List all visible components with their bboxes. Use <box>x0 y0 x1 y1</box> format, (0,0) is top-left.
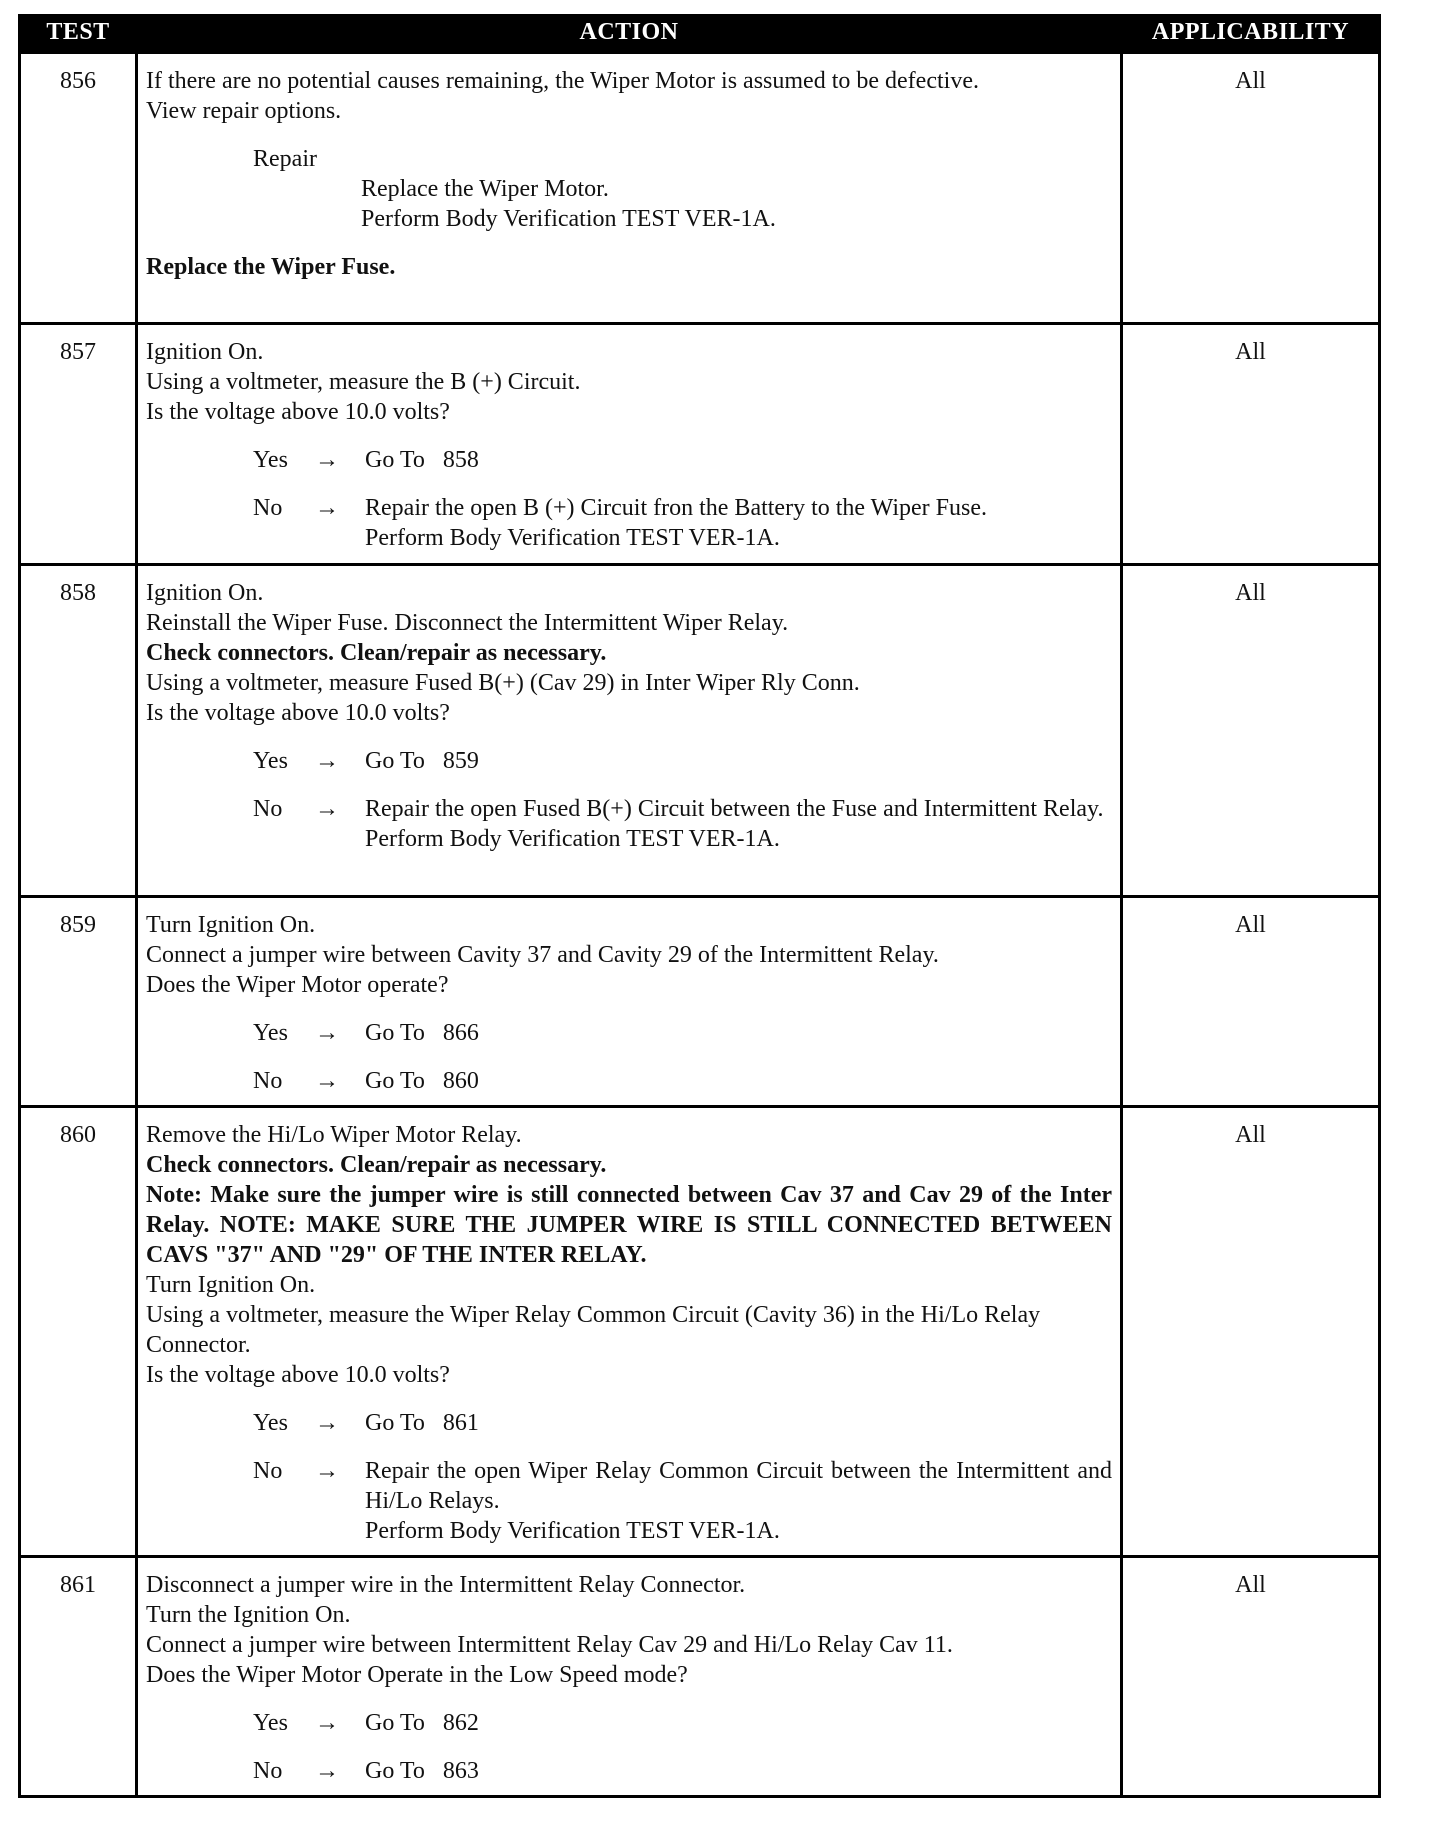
arrow-icon: → <box>315 447 339 473</box>
yes-option <box>146 746 1112 776</box>
action-text: Using a voltmeter, measure the Wiper Relay Common Circuit (Cavity 36) in the Hi/Lo Relay Connector. <box>146 1302 1041 1358</box>
action-text: Using a voltmeter, measure Fused B(+) (Cav 29) in Inter Wiper Rly Conn. <box>146 670 860 696</box>
action-bold-note: Note: Make sure the jumper wire is still connected between Cav 37 and Cav 29 of the Inter Relay. NOTE: MAKE SURE THE JUMPER WIRE IS STILL CONNECTED BETWEEN CAVS "37" AND "29" OF THE INTER RELAY. <box>146 1182 1112 1268</box>
no-label: No <box>253 1758 283 1784</box>
action-cell <box>137 897 1122 1107</box>
action-text: Turn Ignition On. <box>146 912 316 938</box>
action-text: Turn Ignition On. <box>146 1272 316 1298</box>
yes-label: Yes <box>253 748 288 774</box>
yes-option <box>146 1708 1112 1738</box>
no-action <box>365 493 1112 553</box>
test-number: 859 <box>20 897 137 1107</box>
goto-text: Go To 866 <box>365 1020 479 1046</box>
yes-option <box>146 1018 1112 1048</box>
test-number: 857 <box>20 324 137 565</box>
action-cell <box>137 1107 1122 1557</box>
goto-text: Go To 860 <box>365 1068 479 1094</box>
action-text: Ignition On. <box>146 580 264 606</box>
goto-text: Go To 863 <box>365 1758 479 1784</box>
no-option <box>146 493 1112 553</box>
applicability-cell: All <box>1122 897 1380 1107</box>
no-label: No <box>253 1068 283 1094</box>
no-action-text: Repair the open B (+) Circuit fron the Battery to the Wiper Fuse. <box>365 495 987 521</box>
applicability-cell: All <box>1122 1557 1380 1797</box>
yes-label: Yes <box>253 1020 288 1046</box>
no-action-text: Perform Body Verification TEST VER-1A. <box>365 525 780 551</box>
action-cell <box>137 565 1122 897</box>
no-option <box>146 1456 1112 1546</box>
no-option <box>146 1756 1112 1786</box>
action-text: Is the voltage above 10.0 volts? <box>146 399 450 425</box>
action-text: Connect a jumper wire between Intermittent Relay Cav 29 and Hi/Lo Relay Cav 11. <box>146 1632 953 1658</box>
no-label: No <box>253 495 283 521</box>
action-bold-text: Replace the Wiper Fuse. <box>146 254 396 280</box>
repair-step: Perform Body Verification TEST VER-1A. <box>361 206 776 232</box>
action-text: Remove the Hi/Lo Wiper Motor Relay. <box>146 1122 522 1148</box>
yes-option <box>146 445 1112 475</box>
action-text: Using a voltmeter, measure the B (+) Circuit. <box>146 369 581 395</box>
test-number: 856 <box>20 53 137 324</box>
action-text: Is the voltage above 10.0 volts? <box>146 1362 450 1388</box>
action-cell <box>137 324 1122 565</box>
table-row-856 <box>20 53 1380 324</box>
action-text: Reinstall the Wiper Fuse. Disconnect the Intermittent Wiper Relay. <box>146 610 789 636</box>
arrow-icon: → <box>315 1758 339 1784</box>
test-number: 860 <box>20 1107 137 1557</box>
arrow-icon: → <box>315 1458 339 1484</box>
action-text: Does the Wiper Motor operate? <box>146 972 449 998</box>
table-row-857 <box>20 324 1380 565</box>
arrow-icon: → <box>315 796 339 822</box>
no-label: No <box>253 796 283 822</box>
header-action: ACTION <box>137 14 1122 53</box>
yes-option <box>146 1408 1112 1438</box>
arrow-icon: → <box>315 1710 339 1736</box>
header-applicability: APPLICABILITY <box>1122 14 1380 53</box>
action-text: Does the Wiper Motor Operate in the Low Speed mode? <box>146 1662 688 1688</box>
action-text: Connect a jumper wire between Cavity 37 and Cavity 29 of the Intermittent Relay. <box>146 942 939 968</box>
action-cell <box>137 53 1122 324</box>
action-cell <box>137 1557 1122 1797</box>
repair-label: Repair <box>253 146 317 172</box>
action-text: Is the voltage above 10.0 volts? <box>146 700 450 726</box>
no-option <box>146 794 1112 854</box>
no-label: No <box>253 1458 283 1484</box>
goto-text: Go To 858 <box>365 447 479 473</box>
arrow-icon: → <box>315 1020 339 1046</box>
table-row-860 <box>20 1107 1380 1557</box>
action-text: If there are no potential causes remaining, the Wiper Motor is assumed to be defective. <box>146 68 979 94</box>
action-text: View repair options. <box>146 98 342 124</box>
table-header-row <box>20 14 1380 53</box>
goto-text: Go To 859 <box>365 748 479 774</box>
applicability-cell: All <box>1122 565 1380 897</box>
header-test: TEST <box>20 14 137 53</box>
goto-text: Go To 862 <box>365 1710 479 1736</box>
action-bold-text: Check connectors. Clean/repair as necessary. <box>146 1152 607 1178</box>
no-action-text: Perform Body Verification TEST VER-1A. <box>365 1518 780 1544</box>
test-number: 858 <box>20 565 137 897</box>
arrow-icon: → <box>315 748 339 774</box>
no-action-text: Repair the open Wiper Relay Common Circuit between the Intermittent and Hi/Lo Relays. <box>365 1458 1112 1514</box>
goto-text: Go To 861 <box>365 1410 479 1436</box>
yes-label: Yes <box>253 1710 288 1736</box>
no-option <box>146 1066 1112 1096</box>
diagnostic-test-table <box>18 14 1381 1798</box>
arrow-icon: → <box>315 1068 339 1094</box>
no-action <box>365 794 1112 854</box>
arrow-icon: → <box>315 1410 339 1436</box>
test-number: 861 <box>20 1557 137 1797</box>
no-action-text: Perform Body Verification TEST VER-1A. <box>365 826 780 852</box>
action-text: Turn the Ignition On. <box>146 1602 351 1628</box>
action-bold-text: Check connectors. Clean/repair as necessary. <box>146 640 607 666</box>
diagnostic-table-page <box>18 14 1378 1798</box>
no-action-text: Repair the open Fused B(+) Circuit between the Fuse and Intermittent Relay. <box>365 796 1104 822</box>
no-action <box>365 1456 1112 1546</box>
table-row-861 <box>20 1557 1380 1797</box>
applicability-cell: All <box>1122 324 1380 565</box>
action-text: Disconnect a jumper wire in the Intermittent Relay Connector. <box>146 1572 746 1598</box>
action-text: Ignition On. <box>146 339 264 365</box>
table-row-859 <box>20 897 1380 1107</box>
yes-label: Yes <box>253 447 288 473</box>
applicability-cell: All <box>1122 53 1380 324</box>
table-row-858 <box>20 565 1380 897</box>
arrow-icon: → <box>315 495 339 521</box>
applicability-cell: All <box>1122 1107 1380 1557</box>
yes-label: Yes <box>253 1410 288 1436</box>
repair-step: Replace the Wiper Motor. <box>361 176 609 202</box>
